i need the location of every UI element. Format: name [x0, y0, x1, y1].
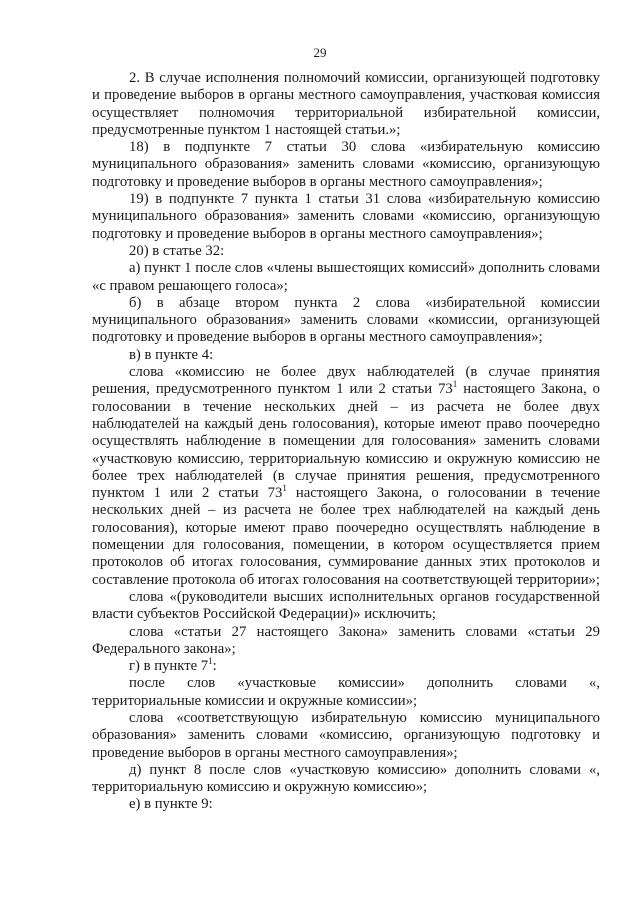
page-number: 29	[313, 45, 327, 60]
paragraph	[92, 658, 600, 675]
superscript: 1	[282, 483, 287, 494]
paragraph: после слов «участковые комиссии» дополнить словами «, территориальные комиссии и окружные комиссии»;	[92, 675, 600, 709]
paragraph: слова «статьи 27 настоящего Закона» заменить словами «статьи 29 Федерального закона»;	[92, 623, 600, 657]
paragraph: 2. В случае исполнения полномочий комиссии, организующей подготовку и проведение выборов в органы местного самоуправления, участковая комиссия осуществляет полномочия территориальной избирательной комиссии, предусмотренные пунктом 1 настоящей статьи.»;	[92, 70, 600, 138]
paragraph-text: слова «комиссию не более двух наблюдателей (в случае принятия решения, предусмотренного пунктом 1 или 2 статьи 73	[92, 364, 600, 398]
paragraph-text: :	[212, 658, 217, 675]
paragraph: слова «(руководители высших исполнительных органов государственной власти субъектов Российской Федерации)» исключить;	[92, 588, 600, 623]
paragraph: в) в пункте 4:	[129, 346, 214, 363]
paragraph: е) в пункте 9:	[129, 796, 213, 813]
paragraph: слова «соответствующую избирательную комиссию муниципального образования» заменить словами «комиссию, организующую подготовку и проведение выборов в органы местного самоуправления»;	[92, 709, 600, 761]
superscript: 1	[208, 656, 213, 667]
document-body	[92, 70, 600, 814]
paragraph: 20) в статье 32:	[129, 242, 225, 259]
superscript: 1	[452, 379, 458, 390]
paragraph-text: настоящего Закона, о голосовании в течение нескольких дней – из расчета не более трех наблюдателей на каждый день голосования), которые имеют право поочередно осуществлять наблюдение в помещении для голосования, помещении, в котором осуществляется прием протоколов об итогах голосования, суммирование данных этих протоколов и составление протокола об итогах голосования на соответствующей территории»;	[92, 485, 600, 588]
paragraph: б) в абзаце втором пункта 2 слова «избирательной комиссии муниципального образования» заменить словами «комиссии, организующей подготовку и проведение выборов в органы местного самоуправления»;	[92, 294, 600, 346]
paragraph: д) пункт 8 после слов «участковую комиссию» дополнить словами «, территориальную комиссию и окружную комиссию»;	[92, 761, 600, 796]
paragraph: 18) в подпункте 7 статьи 30 слова «избирательную комиссию муниципального образования» заменить словами «комиссию, организующую подготовку и проведение выборов в органы местного самоуправления»;	[92, 139, 600, 190]
paragraph-text: г) в пункте 7	[129, 658, 209, 675]
paragraph-text: настоящего Закона, о голосовании в течение нескольких дней – из расчета не более двух наблюдателей на каждый день голосования), которые имеют право поочередно осуществлять наблюдение в помещении для голосования» заменить словами «участковую комиссию, территориальную комиссию и окружную комиссию не более трех наблюдателей (в случае принятия решения, предусмотренного пунктом 1 или 2 статьи 73	[92, 381, 600, 502]
paragraph: 19) в подпункте 7 пункта 1 статьи 31 слова «избирательную комиссию муниципального образования» заменить словами «комиссию, организующую подготовку и проведение выборов в органы местного самоуправления»;	[92, 191, 600, 242]
paragraph	[92, 364, 600, 589]
paragraph: а) пункт 1 после слов «члены вышестоящих комиссий» дополнить словами «с правом решающего голоса»;	[92, 260, 600, 294]
